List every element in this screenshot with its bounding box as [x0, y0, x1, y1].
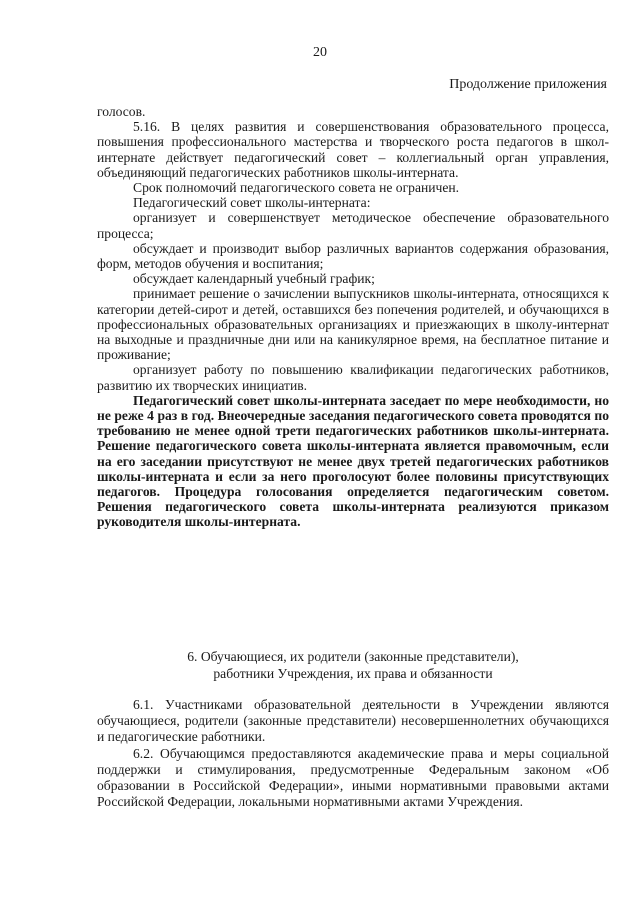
section-6-heading-line1: 6. Обучающиеся, их родители (законные представители), — [187, 649, 519, 664]
section-6-heading — [97, 648, 609, 682]
section-5-body — [97, 104, 609, 530]
section-6-heading-line2: работники Учреждения, их права и обязанности — [213, 666, 493, 681]
paragraph-continuation: голосов. — [97, 104, 146, 119]
list-item-methodical: организует и совершенствует методическое обеспечение образовательного процесса; — [97, 210, 609, 241]
paragraph-6-2: 6.2. Обучающимся предоставляются академические права и меры социальной поддержки и стимулирования, предусмотренные Федеральным законом «Об образовании в Российской Федерации», иными нормативными правовыми актами Российской Федерации, локальными нормативными актами Учреждения. — [97, 745, 609, 810]
paragraph-6-1: 6.1. Участниками образовательной деятельности в Учреждении являются обучающиеся, родители (законные представители) несовершеннолетних обучающихся и педагогические работники. — [97, 697, 609, 745]
list-item-qualification: организует работу по повышению квалификации педагогических работников, развитию их творческих инициатив. — [97, 362, 609, 393]
paragraph-5-16: 5.16. В целях развития и совершенствования образовательного процесса, повышения профессионального мастерства и творческого роста педагогов в школ-интернате действует педагогический совет – коллегиальный орган управления, объединяющий педагогических работников школы-интерната. — [97, 119, 609, 180]
running-header: Продолжение приложения — [449, 77, 607, 92]
list-item-calendar: обсуждает календарный учебный график; — [133, 271, 375, 287]
paragraph-term: Срок полномочий педагогического совета не ограничен. — [133, 180, 460, 196]
list-item-content-choice: обсуждает и производит выбор различных вариантов содержания образования, форм, методов обучения и воспитания; — [97, 240, 609, 272]
page-number: 20 — [313, 45, 327, 60]
paragraph-meetings: Педагогический совет школы-интерната заседает по мере необходимости, но не реже 4 раз в год. Внеочередные заседания педагогического совета проводятся по требованию не менее одной трети педагогических работников школы-интерната. Решение педагогического совета школы-интерната является правомочным, если на его заседании присутствуют не менее двух третей педагогических работников школы-интерната и если за него проголосуют более половины присутствующих педагогов. Процедура голосования определяется педагогическим советом. Решения педагогического совета школы-интерната реализуются приказом руководителя школы-интерната. — [97, 392, 609, 530]
section-6-body — [97, 697, 609, 810]
paragraph-council-intro: Педагогический совет школы-интерната: — [133, 195, 371, 211]
list-item-enrollment: принимает решение о зачислении выпускников школы-интерната, относящихся к категории детей-сирот и детей, оставшихся без попечения родителей, и обучающихся в профессиональных образовательных организациях и приезжающих в школу-интернат на выходные и праздничные дни или на каникулярное время, на бесплатное питание и проживание; — [97, 286, 609, 363]
